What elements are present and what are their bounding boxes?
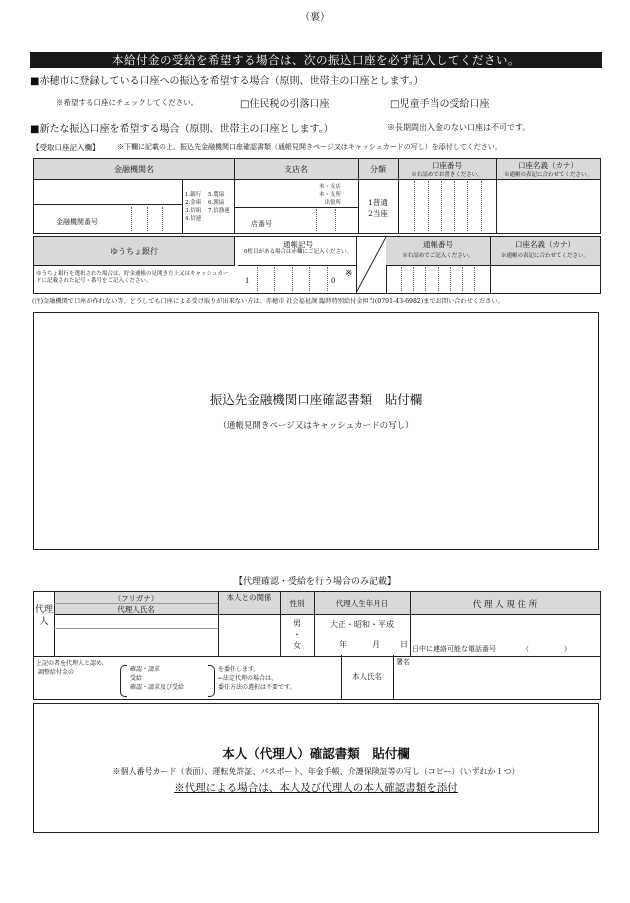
paste-area-subtitle: （通帳見開きページ又はキャッシュカードの写し） [218,421,414,431]
yucho-passbook-number: 通帳番号 [423,240,453,249]
diagonal-slash-icon [356,237,386,293]
yucho-passbook-symbol-note: 6桁目がある場合は赤欄にご記入ください。 [244,249,353,255]
delegation-label: 調整給付金の [38,669,75,676]
institution-code-boxes[interactable] [116,207,178,231]
agent-relation-label: 本人との関係 [226,593,272,602]
account-type-futsu[interactable]: 1普通 [368,198,388,207]
agent-side-label: 代理人 [34,605,53,627]
agent-furigana-label: （フリガナ） [113,594,159,603]
type-bank: 1.銀行 [185,192,202,198]
agent-phone-label: 日中に連絡可能な電話番号 [412,645,496,653]
yucho-holder-note: ※通帳の表記に合わせてください。 [500,253,589,259]
type-shingyoren: 7.信漁連 [208,208,230,214]
type-shinkin: 2.金庫 [185,200,202,206]
signature-label: 署名 [396,658,410,666]
section-registered-account-title: ■赤穂市に登録している口座への振込を希望する場合（原則、世帯主の口座とします。） [30,76,424,87]
header-account-number: 口座番号 [432,161,462,170]
bank-account-table [33,158,601,234]
id-document-paste-area [33,703,599,833]
header-branch: 支店名 [284,165,308,174]
note-no-account: (注)金融機関で口座が作れない等、どうしても口座による受け取りが出来ない方は、赤穂市 社会福祉課 臨時特別給付金担当(0791-43-6982)までお問い合わせください。 [32,298,504,305]
type-gyokyo: 6.漁協 [208,200,225,206]
agent-relation-field[interactable] [219,615,279,655]
agent-address-field[interactable] [412,615,598,641]
yucho-symbol-zero-digit: 0 [331,277,336,285]
delegation-tail-2: ←法定代理の場合は、 [218,675,278,682]
agent-gender-label: 性別 [289,599,305,608]
agent-birth-era[interactable]: 大正・昭和・平成 [330,620,394,629]
header-institution: 金融機関名 [114,165,154,174]
yucho-holder: 口座名義（カナ） [515,240,575,249]
paste-area-title: 振込先金融機関口座確認書類 貼付欄 [209,392,423,407]
delegation-tail-1: を委任します。 [218,666,260,673]
header-type: 分類 [370,165,386,174]
checkbox-child-allowance-account[interactable]: □児童手当の受給口座 [390,99,490,110]
yucho-table [33,236,601,294]
agent-table [33,591,601,657]
gender-dot: ・ [293,630,301,639]
agent-phone-field[interactable]: （ ） [522,645,571,653]
yucho-passbook-number-note: ※右詰めでご記入ください。 [402,253,474,259]
delegation-tail-3: 委任方法の選択は不要です。 [218,684,296,691]
delegation-row [33,655,601,700]
institution-name-field[interactable] [34,179,182,204]
id-paste-subtitle: ※個人番号カード（表面）、運転免許証、パスポート、年金手帳、介護保険証等の写し（コピー）（いずれか１つ） [112,767,520,776]
principal-name-label: 本人氏名 [352,672,382,681]
account-holder-field[interactable] [500,181,598,231]
agent-birth-year: 年 [339,640,347,649]
type-shinkumi: 3.信組 [185,208,202,214]
account-type-toza[interactable]: 2当座 [368,209,388,218]
type-nokyo: 5.農協 [208,192,225,198]
signature-field[interactable] [396,667,596,697]
branch-type-honshisho: 本・支所 [319,192,342,198]
delegation-option-both[interactable]: 確認・請求及び受給 [130,684,185,691]
yucho-mark: ※ [345,269,353,279]
branch-code-label: 店番号 [251,220,272,228]
agent-birth-month: 月 [372,640,380,649]
header-holder: 口座名義（カナ） [518,161,578,170]
yucho-number-boxes[interactable] [390,267,486,291]
account-number-boxes[interactable] [402,181,494,231]
header-holder-note: ※通帳の表記に合わせてください。 [503,172,592,178]
section-registered-account-note: ※希望する口座にチェックしてください。 [56,98,199,107]
bank-document-paste-area [33,312,599,550]
header-account-note: ※右詰めでお書きください。 [411,172,483,178]
institution-code-label: 金融機関番号 [56,218,98,226]
agent-section-heading: 【代理確認・受給を行う場合のみ記載】 [233,577,396,587]
delegation-option-receive[interactable]: 受給 [130,675,143,682]
delegation-intro: 上記の者を代理人と認め、 [36,660,108,667]
receipt-note: ※下欄に記載の上、振込先金融機関口座確認書類（通帳見開きページ又はキャッシュカードの写し）を添付してください。 [117,143,502,151]
section-new-account-note: ※長期間出入金のない口座は不可です。 [387,123,531,132]
branch-type-honshiten: 本・支店 [319,184,342,190]
gender-male[interactable]: 男 [293,619,301,628]
agent-birth-label: 代理人生年月日 [335,599,389,608]
page-side-label: （裏） [300,12,330,23]
yucho-instruction: ゆうちょ銀行を選択された場合は、貯金通帳の見開き左上又はキャッシュカードに記載された記号・番号をご記入ください。 [36,271,229,284]
section-new-account-title: ■新たな振込口座を希望する場合（原則、世帯主の口座とします。） [30,124,334,135]
agent-name-field[interactable] [54,629,218,655]
id-paste-emphasis: ※代理による場合は、本人及び代理人の本人確認書類を添付 [174,782,458,794]
yucho-name: ゆうちょ銀行 [110,247,158,256]
agent-address-label: 代 理 人 現 住 所 [472,600,538,610]
gender-female[interactable]: 女 [293,641,301,650]
id-paste-title: 本人（代理人）確認書類 貼付欄 [222,746,410,761]
branch-type-shucchojo: 出張所 [324,200,342,206]
yucho-symbol-boxes[interactable] [240,267,344,291]
instruction-banner: 本給付金の受給を希望する場合は、次の振込口座を必ず記入してください。 [30,52,602,68]
yucho-passbook-symbol: 通帳記号 [283,240,313,249]
type-shinren: 4.信連 [185,216,202,222]
receipt-heading: 【受取口座記入欄】 [32,143,100,152]
branch-code-boxes[interactable] [298,209,354,231]
agent-birth-day: 日 [400,640,408,649]
agent-name-label: 代理人氏名 [117,605,155,614]
checkbox-tax-debit-account[interactable]: □住民税の引落口座 [240,99,330,110]
yucho-symbol-first-digit: 1 [245,277,250,285]
delegation-option-confirm[interactable]: 確認・請求 [130,666,161,673]
